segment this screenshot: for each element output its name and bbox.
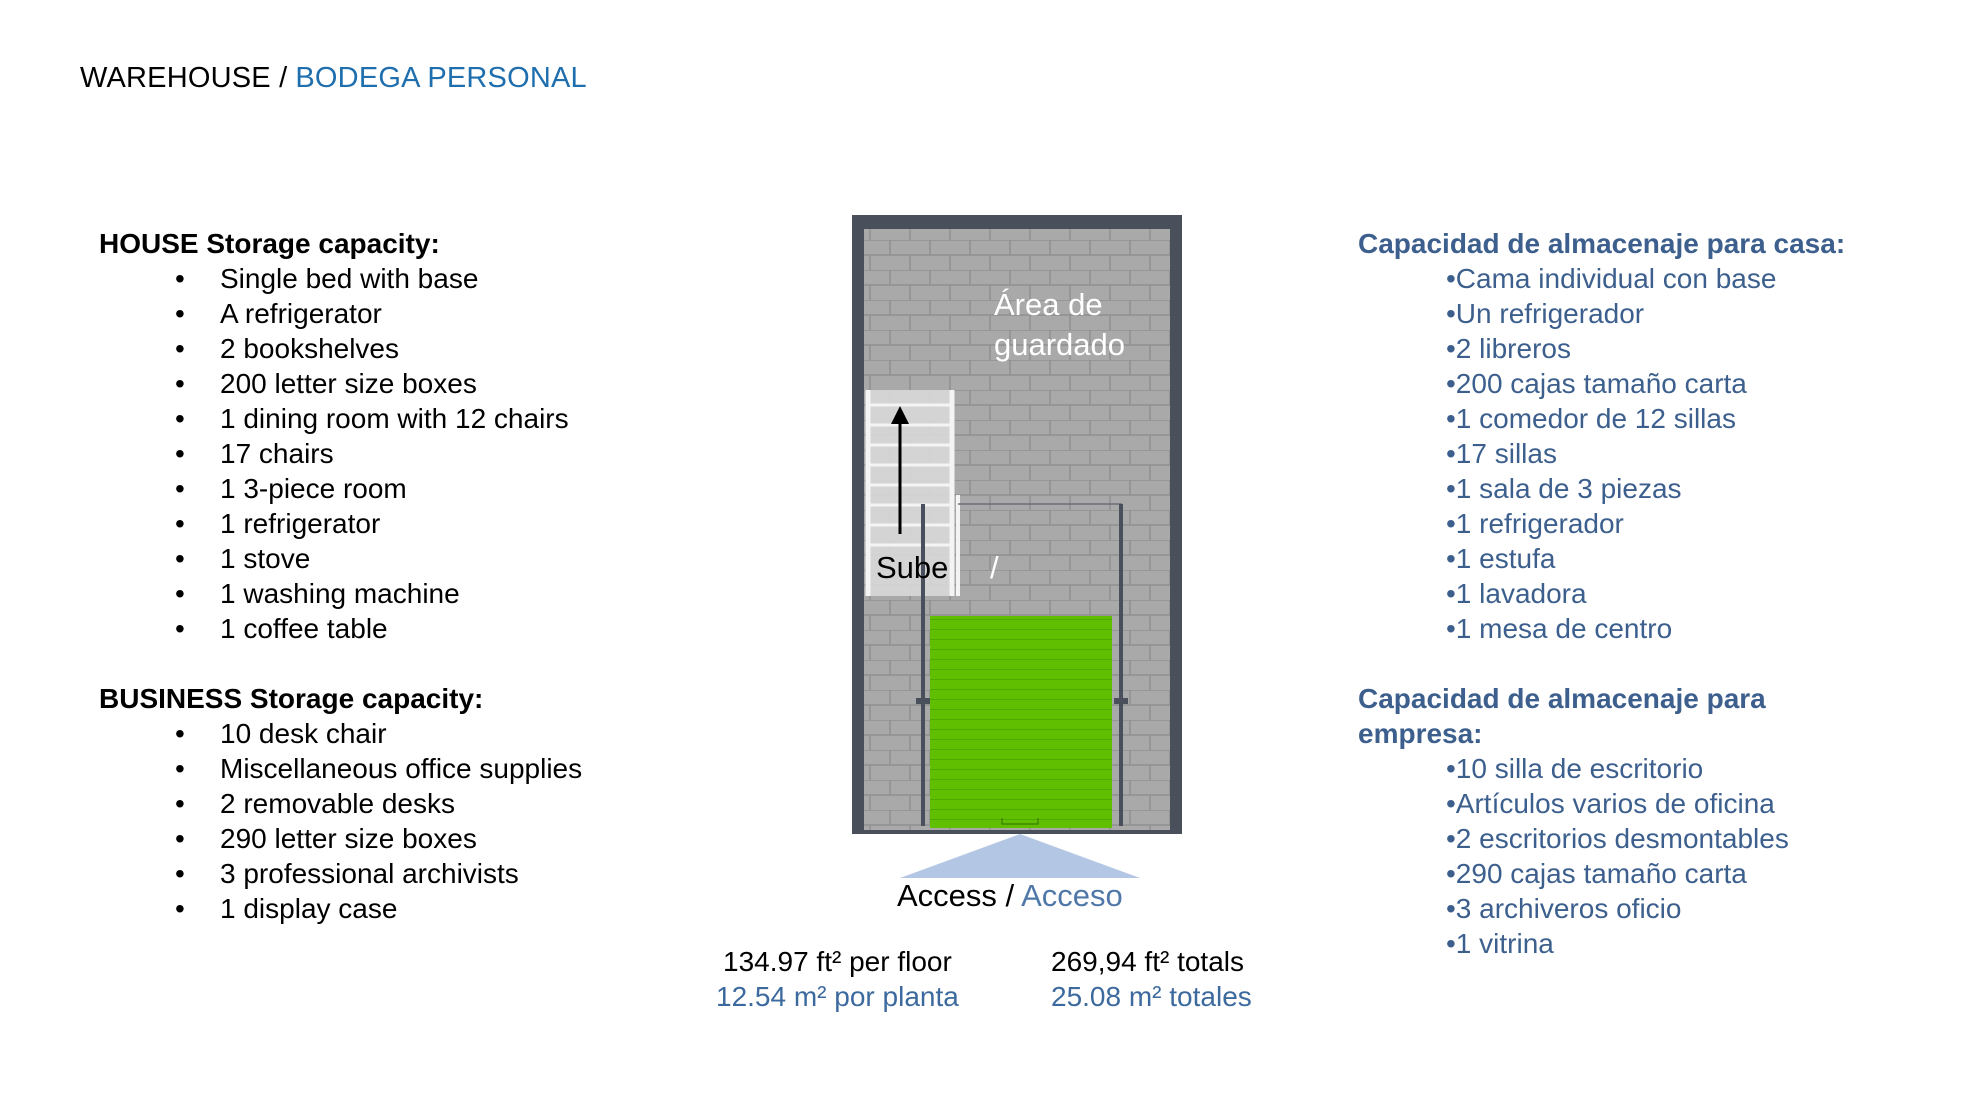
list-item: •2 libreros <box>1446 333 1571 364</box>
list-item: • 290 letter size boxes <box>175 823 477 854</box>
title-warehouse: WAREHOUSE / <box>80 62 288 94</box>
list-item: •Artículos varios de oficina <box>1446 788 1775 819</box>
list-item: •1 mesa de centro <box>1446 613 1673 644</box>
list-item: •1 refrigerador <box>1446 508 1624 539</box>
list-item: • 3 professional archivists <box>175 858 519 889</box>
per-floor-area <box>716 944 959 1014</box>
list-item: • 10 desk chair <box>175 718 387 749</box>
list-item: • Miscellaneous office supplies <box>175 753 583 784</box>
list-item: •10 silla de escritorio <box>1446 753 1704 784</box>
list-item: •1 sala de 3 piezas <box>1446 473 1682 504</box>
per-floor-area-es: 12.54 m² por planta <box>716 981 959 1012</box>
list-item: •2 escritorios desmontables <box>1446 823 1789 854</box>
list-item: •3 archiveros oficio <box>1446 893 1682 924</box>
access-label <box>897 878 1123 914</box>
title-bodega-personal: BODEGA PERSONAL <box>295 62 587 94</box>
list-item: •1 comedor de 12 sillas <box>1446 403 1736 434</box>
list-item: • 1 display case <box>175 893 398 924</box>
storage-area-label-1: Área de <box>994 287 1103 322</box>
list-item: • 1 washing machine <box>175 578 460 609</box>
list-item: •1 lavadora <box>1446 578 1587 609</box>
business-capacity-title-es-2: empresa: <box>1358 718 1483 749</box>
list-item: • Single bed with base <box>175 263 479 294</box>
list-item: • 1 coffee table <box>175 613 388 644</box>
list-item: •Un refrigerador <box>1446 298 1645 329</box>
access-en: Access / <box>897 878 1015 913</box>
list-item: • 1 dining room with 12 chairs <box>175 403 569 434</box>
house-capacity-title-es: Capacidad de almacenaje para casa: <box>1358 228 1846 259</box>
total-area-en: 269,94 ft² totals <box>1051 946 1245 977</box>
list-item: • 1 3-piece room <box>175 473 407 504</box>
list-item: •1 estufa <box>1446 543 1556 574</box>
list-item: •1 vitrina <box>1446 928 1554 959</box>
business-capacity-title: BUSINESS Storage capacity: <box>99 683 484 714</box>
list-item: •290 cajas tamaño carta <box>1446 858 1747 889</box>
list-item: • A refrigerator <box>175 298 382 329</box>
house-capacity-title: HOUSE Storage capacity: <box>99 228 440 259</box>
rollup-door <box>930 616 1112 828</box>
list-item: • 17 chairs <box>175 438 334 469</box>
total-area-es: 25.08 m² totales <box>1051 981 1252 1012</box>
access-es: Acceso <box>1021 878 1123 913</box>
list-item: • 1 refrigerator <box>175 508 381 539</box>
slash-mark: / <box>990 550 999 585</box>
list-item: • 200 letter size boxes <box>175 368 477 399</box>
list-item: •Cama individual con base <box>1446 263 1777 294</box>
stairs-label: Sube <box>876 550 949 585</box>
list-item: • 2 removable desks <box>175 788 456 819</box>
storage-area-label-2: guardado <box>994 327 1126 362</box>
list-item: •17 sillas <box>1446 438 1557 469</box>
list-item: •200 cajas tamaño carta <box>1446 368 1747 399</box>
per-floor-area-en: 134.97 ft² per floor <box>723 946 952 977</box>
list-item: • 2 bookshelves <box>175 333 400 364</box>
list-item: • 1 stove <box>175 543 311 574</box>
total-area <box>1051 944 1252 1014</box>
business-capacity-title-es-1: Capacidad de almacenaje para <box>1358 683 1766 714</box>
access-triangle-icon <box>900 834 1140 878</box>
